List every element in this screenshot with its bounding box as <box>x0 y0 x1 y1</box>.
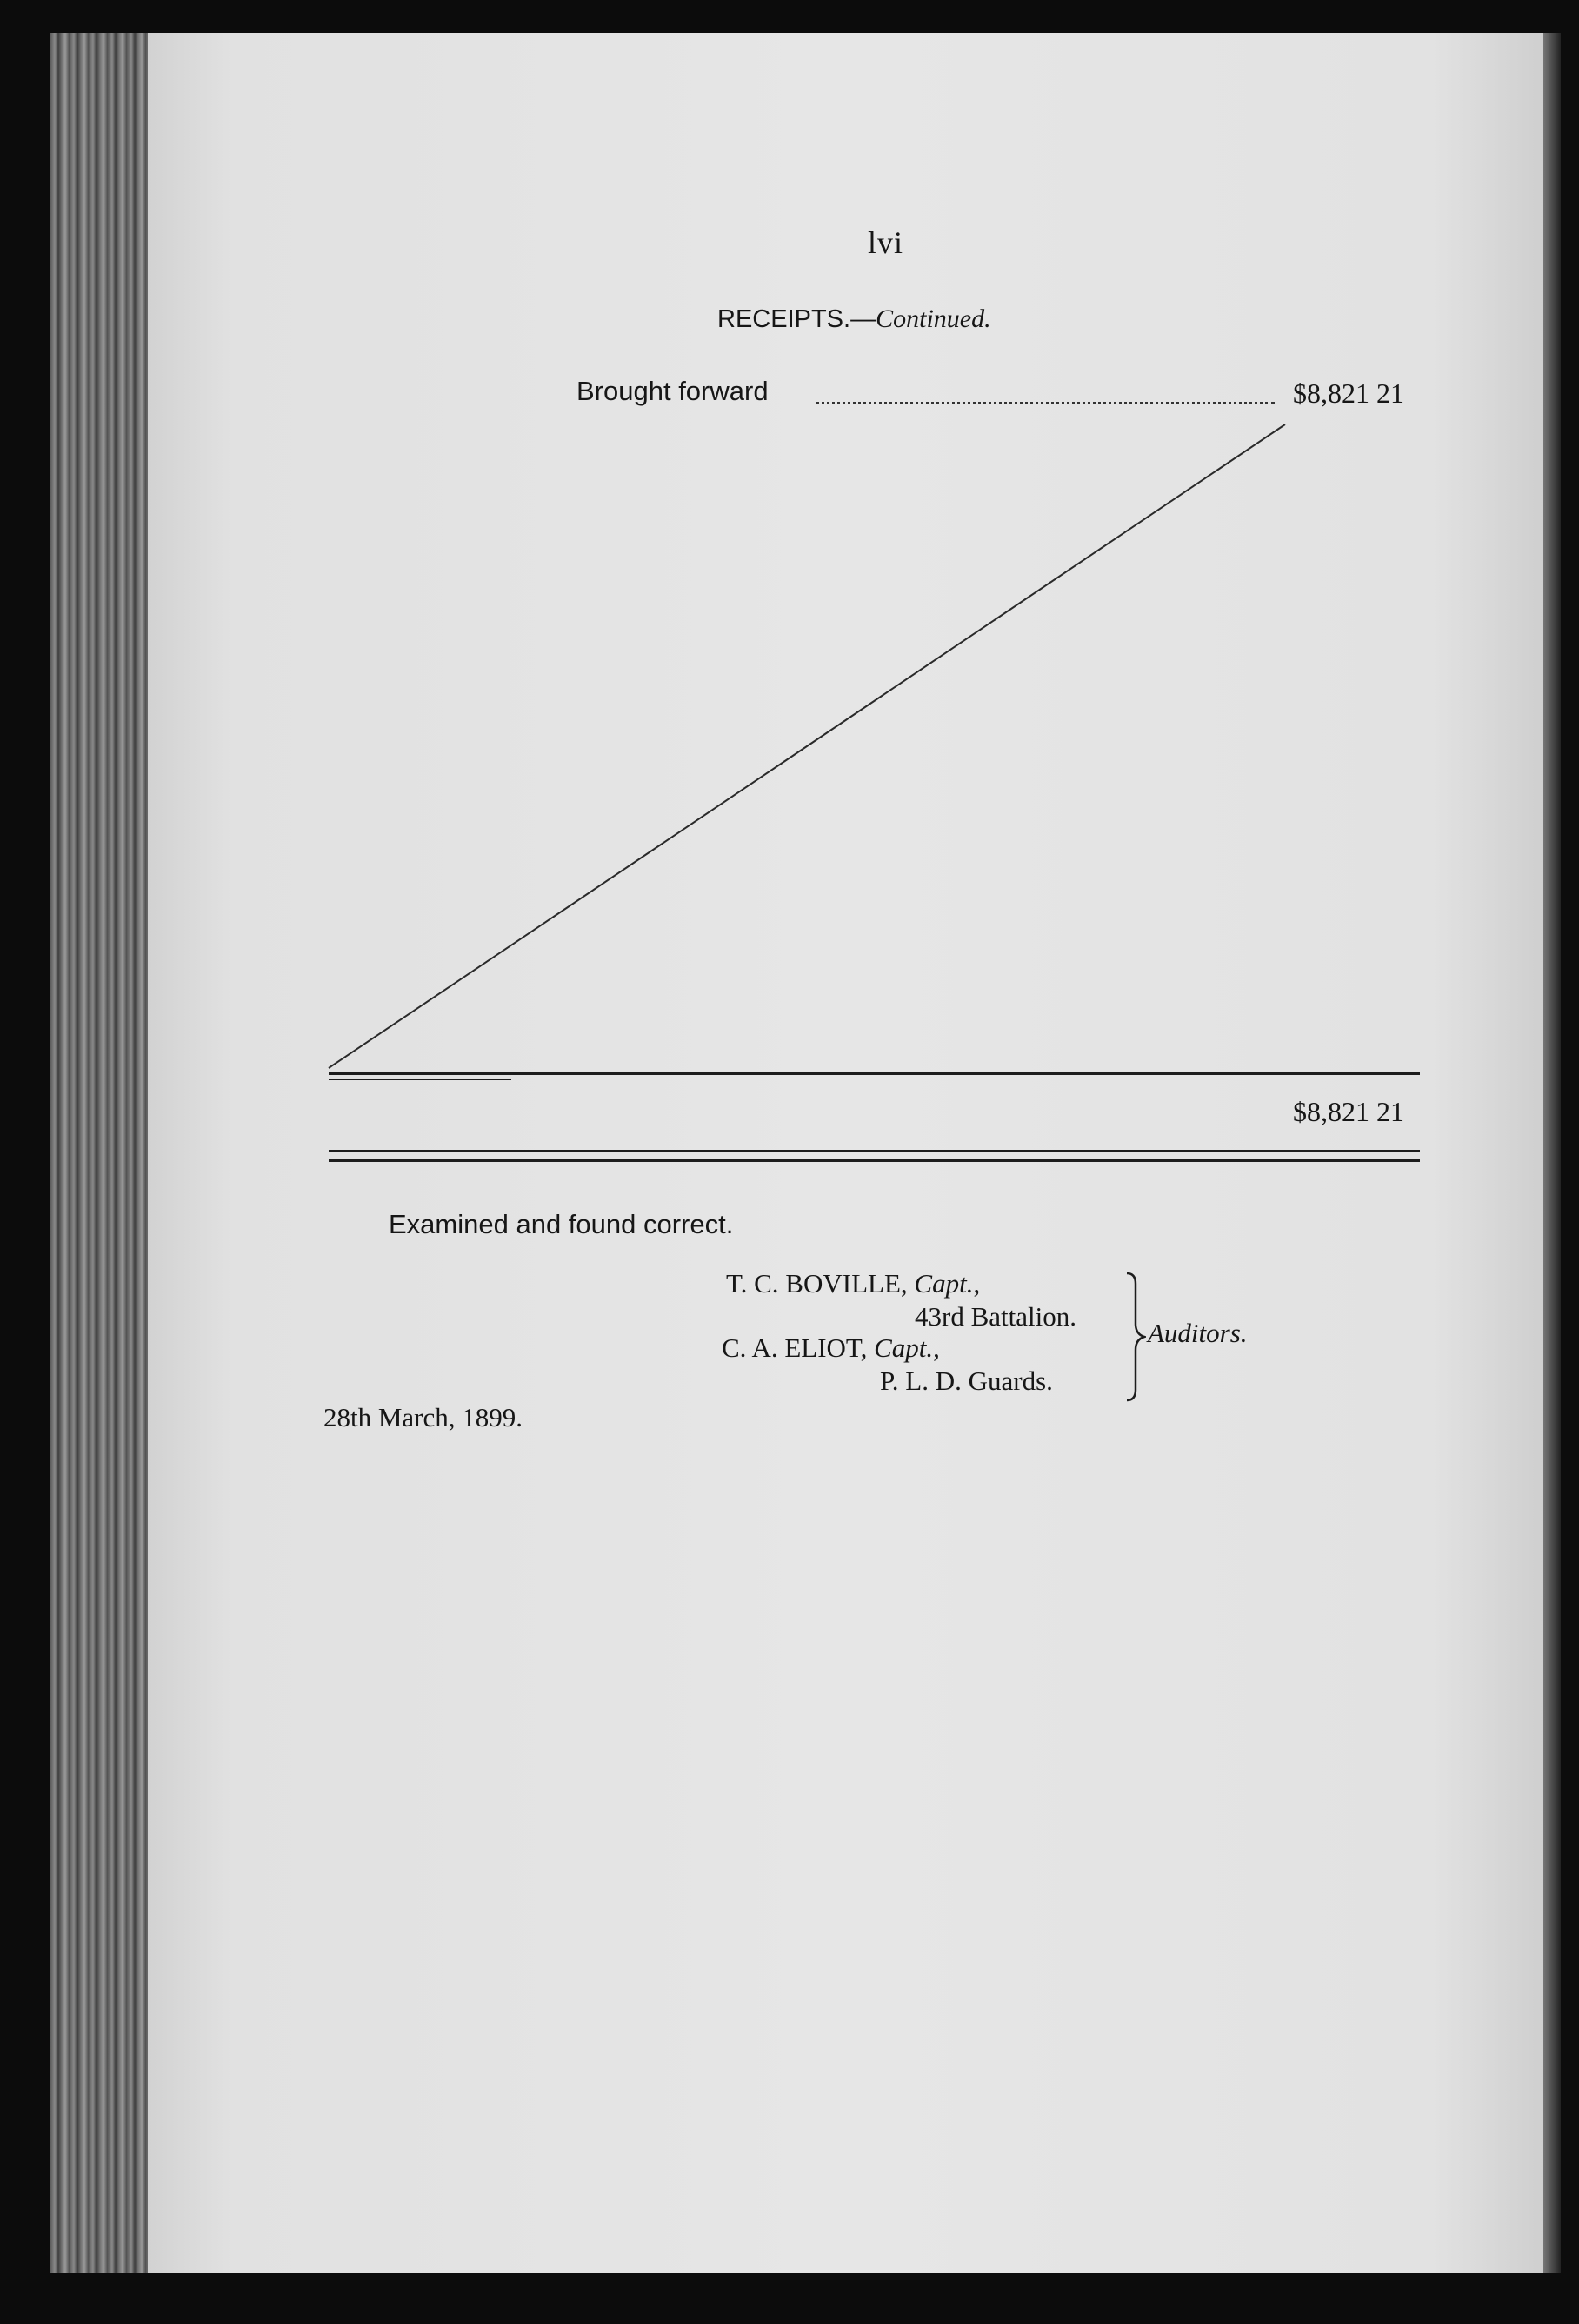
rule-top <box>329 1072 1420 1075</box>
total-amount: $8,821 21 <box>1293 1096 1404 1127</box>
examined-statement: Examined and found correct. <box>389 1209 734 1239</box>
heading-continued: Continued. <box>876 304 991 333</box>
signature-2-unit: P. L. D. Guards. <box>880 1366 1053 1396</box>
signature-1-name: T. C. BOVILLE, Capt., <box>726 1268 981 1299</box>
heading-main: RECEIPTS.— <box>717 305 876 333</box>
auditors-brace <box>1123 1272 1146 1402</box>
double-rule-upper <box>329 1150 1420 1152</box>
signature-1-unit: 43rd Battalion. <box>915 1301 1076 1332</box>
signature-2-name: C. A. ELIOT, Capt., <box>722 1332 940 1363</box>
double-rule-lower <box>329 1159 1420 1162</box>
auditors-label: Auditors. <box>1148 1318 1248 1348</box>
date-line: 28th March, 1899. <box>323 1402 523 1432</box>
page-number: lvi <box>868 225 904 260</box>
rule-top-short <box>329 1079 511 1080</box>
brought-forward-amount: $8,821 21 <box>1293 377 1404 409</box>
brought-forward-label: Brought forward <box>576 376 769 406</box>
